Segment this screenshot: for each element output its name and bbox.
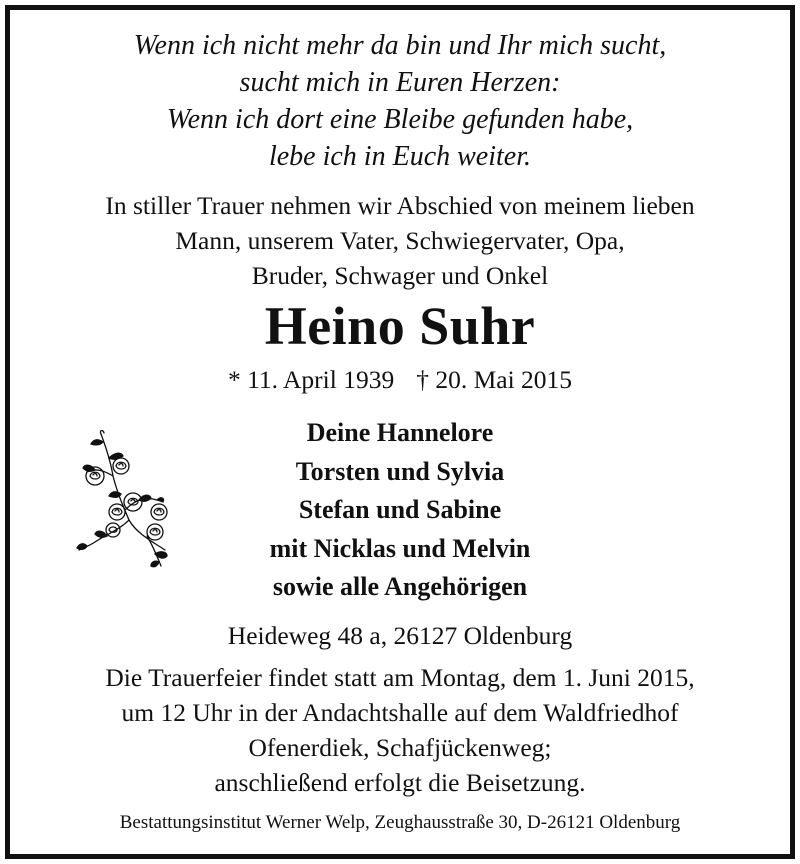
death-date: † 20. Mai 2015	[416, 365, 573, 394]
birth-date: * 11. April 1939	[227, 365, 395, 394]
funeral-line: um 12 Uhr in der Andachtshalle auf dem Waldfriedhof	[121, 698, 679, 727]
announcement-line: Mann, unserem Vater, Schwiegervater, Opa,	[175, 226, 625, 255]
mourner-line: sowie alle Angehörigen	[272, 572, 528, 601]
poem-line: Wenn ich nicht mehr da bin und Ihr mich sucht,	[133, 30, 667, 61]
funeral-line: anschließend erfolgt die Beisetzung.	[214, 768, 586, 797]
poem-line: Wenn ich dort eine Bleibe gefunden habe,	[166, 104, 634, 135]
obituary-notice	[5, 5, 795, 859]
mourner-line: Stefan und Sabine	[298, 495, 502, 524]
mourner-line: Deine Hannelore	[306, 418, 494, 447]
family-address: Heideweg 48 a, 26127 Oldenburg	[227, 621, 573, 650]
poem	[10, 27, 790, 175]
poem-line: sucht mich in Euren Herzen:	[239, 67, 561, 98]
life-dates	[10, 363, 790, 397]
mourner-line: Torsten und Sylvia	[295, 456, 505, 486]
funeral-home: Bestattungsinstitut Werner Welp, Zeughausstraße 30, D-26121 Oldenburg	[119, 812, 681, 833]
funeral-line: Die Trauerfeier findet statt am Montag, dem 1. Juni 2015,	[105, 663, 695, 692]
poem-line: lebe ich in Euch weiter.	[268, 141, 532, 172]
funeral-details	[10, 660, 790, 800]
mourners-list	[50, 414, 750, 607]
mourner-line: mit Nicklas und Melvin	[269, 533, 531, 563]
announcement-text	[10, 188, 790, 293]
deceased-name: Heino Suhr	[264, 296, 536, 356]
announcement-line: Bruder, Schwager und Onkel	[251, 261, 549, 290]
funeral-line: Ofenerdiek, Schafjückenweg;	[248, 733, 552, 762]
announcement-line: In stiller Trauer nehmen wir Abschied von meinem lieben	[105, 191, 695, 220]
